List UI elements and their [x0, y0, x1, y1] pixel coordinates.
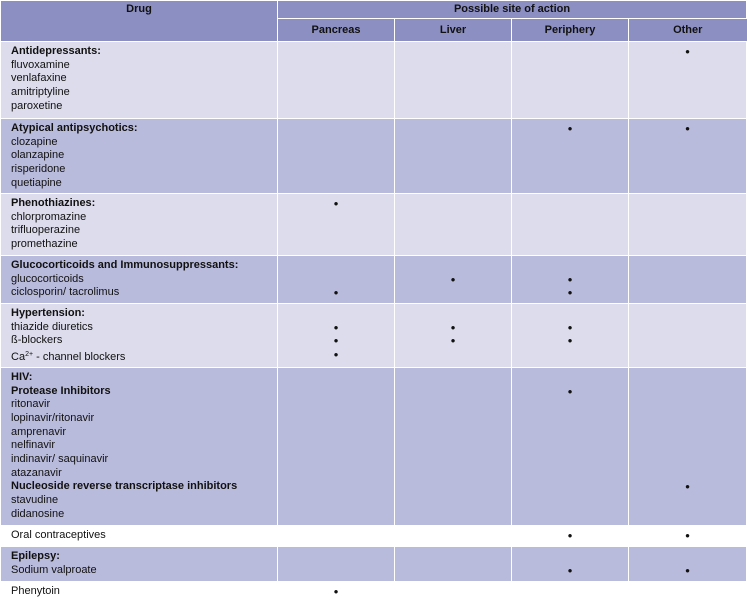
pancreas-cell	[278, 525, 395, 546]
bullet-mark	[512, 197, 628, 211]
bullet-mark	[395, 286, 511, 300]
drug-cell	[1, 256, 278, 304]
bullet-mark	[395, 197, 511, 211]
pancreas-cell	[278, 119, 395, 194]
bullet-mark: •	[567, 562, 573, 578]
bullet-mark: •	[685, 562, 690, 578]
bullet-mark: •	[567, 271, 573, 287]
header-drug: Drug	[1, 1, 278, 42]
table-row	[1, 304, 747, 368]
bullet-mark	[629, 273, 746, 287]
liver-cell	[395, 304, 512, 368]
bullet-mark	[395, 348, 511, 362]
bullet-mark	[629, 197, 746, 211]
pancreas-cell	[278, 546, 395, 581]
pancreas-cell	[278, 367, 395, 525]
bullet-mark	[629, 286, 746, 300]
drug-item: lopinavir/ritonavir	[11, 411, 95, 424]
drug-item: stavudine	[11, 494, 59, 507]
bullet-mark: •	[450, 333, 456, 349]
periphery-cell	[512, 119, 629, 194]
other-cell	[629, 546, 747, 581]
liver-cell	[395, 256, 512, 304]
periphery-cell	[512, 367, 629, 525]
liver-cell	[395, 42, 512, 119]
bullet-mark: •	[333, 347, 339, 363]
bullet-mark: •	[567, 383, 573, 399]
header-liver: Liver	[395, 19, 512, 42]
bullet-mark: •	[567, 333, 573, 349]
header-possible-site: Possible site of action	[278, 1, 747, 19]
bullet-mark	[629, 321, 746, 335]
drug-item: ß-blockers	[11, 334, 63, 347]
drug-item: promethazine	[11, 238, 78, 251]
drug-item: venlafaxine	[11, 72, 67, 85]
drug-cell	[1, 119, 278, 194]
drug-cell	[1, 581, 278, 601]
drug-item: glucocorticoids	[11, 272, 84, 285]
bullet-mark: •	[567, 285, 573, 301]
periphery-cell	[512, 546, 629, 581]
bullet-mark: •	[685, 44, 690, 59]
table-row	[1, 367, 747, 525]
drug-item: Sodium valproate	[11, 563, 97, 576]
drug-group-title: Epilepsy:	[11, 549, 60, 562]
table-row	[1, 525, 747, 546]
periphery-cell	[512, 304, 629, 368]
periphery-cell	[512, 525, 629, 546]
periphery-cell	[512, 581, 629, 601]
bullet-mark: •	[567, 319, 573, 335]
bullet-mark: •	[333, 285, 339, 301]
bullet-mark: •	[333, 333, 339, 349]
drug-item: fluvoxamine	[11, 58, 70, 71]
header-pancreas: Pancreas	[278, 19, 395, 42]
bullet-mark: •	[333, 319, 339, 335]
drug-cell	[1, 194, 278, 256]
periphery-cell	[512, 256, 629, 304]
pancreas-cell	[278, 256, 395, 304]
bullet-mark	[278, 45, 394, 59]
bullet-mark	[278, 273, 394, 287]
header-other: Other	[629, 19, 747, 42]
drug-item: indinavir/ saquinavir	[11, 453, 109, 466]
table-row	[1, 194, 747, 256]
periphery-cell	[512, 42, 629, 119]
liver-cell	[395, 367, 512, 525]
drug-group-title: Atypical antipsychotics:	[11, 122, 138, 134]
other-cell	[629, 367, 747, 525]
drug-group-title: Hypertension:	[11, 307, 85, 319]
liver-cell	[395, 581, 512, 601]
bullet-mark: •	[450, 271, 456, 287]
bullet-mark: •	[685, 121, 690, 136]
bullet-mark: •	[333, 196, 339, 211]
bullet-mark	[512, 348, 628, 362]
drug-group-title: Glucocorticoids and Immunosuppressants:	[11, 259, 239, 271]
bullet-mark: •	[333, 583, 339, 599]
drug-item: ciclosporin/ tacrolimus	[11, 286, 120, 299]
drug-item: nelfinavir	[11, 439, 56, 452]
drug-cell	[1, 546, 278, 581]
drug-subgroup-title: Nucleoside reverse transcriptase inhibitors	[11, 480, 238, 493]
bullet-mark: •	[567, 121, 573, 136]
liver-cell	[395, 546, 512, 581]
table-row	[1, 581, 747, 601]
drug-group-title: HIV:	[11, 370, 33, 383]
drug-item: atazanavir	[11, 466, 62, 479]
table-row	[1, 119, 747, 194]
drug-cell	[1, 367, 278, 525]
drug-subgroup-title: Protease Inhibitors	[11, 384, 111, 397]
other-cell	[629, 42, 747, 119]
periphery-cell	[512, 194, 629, 256]
drug-item: thiazide diuretics	[11, 320, 93, 333]
pancreas-cell	[278, 194, 395, 256]
drug-cell	[1, 304, 278, 368]
drug-group-title: Oral contraceptives	[11, 528, 106, 541]
pancreas-cell	[278, 304, 395, 368]
other-cell	[629, 119, 747, 194]
bullet-mark: •	[685, 479, 690, 495]
bullet-mark: •	[685, 527, 690, 543]
table-row	[1, 546, 747, 581]
liver-cell	[395, 194, 512, 256]
drug-cell	[1, 525, 278, 546]
bullet-mark	[278, 122, 394, 136]
other-cell	[629, 525, 747, 546]
drug-item: didanosine	[11, 507, 65, 520]
drug-group-title: Phenytoin	[11, 584, 60, 597]
bullet-mark: •	[450, 319, 456, 335]
other-cell	[629, 304, 747, 368]
header-periphery: Periphery	[512, 19, 629, 42]
drug-item: amitriptyline	[11, 86, 70, 99]
other-cell	[629, 581, 747, 601]
bullet-mark	[395, 45, 511, 59]
drug-item: chlorpromazine	[11, 210, 87, 223]
other-cell	[629, 256, 747, 304]
drug-item: paroxetine	[11, 99, 63, 112]
pancreas-cell	[278, 42, 395, 119]
bullet-mark	[629, 334, 746, 348]
bullet-mark	[395, 122, 511, 136]
table-row	[1, 42, 747, 119]
drug-item: quetiapine	[11, 176, 62, 189]
liver-cell	[395, 525, 512, 546]
drug-item: $Ca^{2+}$ - channel blockers	[11, 351, 126, 364]
drug-item: clozapine	[11, 135, 58, 148]
drug-item: trifluoperazine	[11, 224, 81, 237]
bullet-mark	[629, 348, 746, 362]
bullet-mark: •	[567, 527, 573, 543]
drug-item: risperidone	[11, 163, 66, 176]
other-cell	[629, 194, 747, 256]
table-row	[1, 256, 747, 304]
pancreas-cell	[278, 581, 395, 601]
drug-group-title: Antidepressants:	[11, 45, 101, 57]
drug-item: amprenavir	[11, 425, 67, 438]
drug-group-title: Phenothiazines:	[11, 197, 96, 209]
drug-item: olanzapine	[11, 149, 65, 162]
bullet-mark	[512, 45, 628, 59]
drug-item: ritonavir	[11, 398, 51, 411]
liver-cell	[395, 119, 512, 194]
drug-cell	[1, 42, 278, 119]
